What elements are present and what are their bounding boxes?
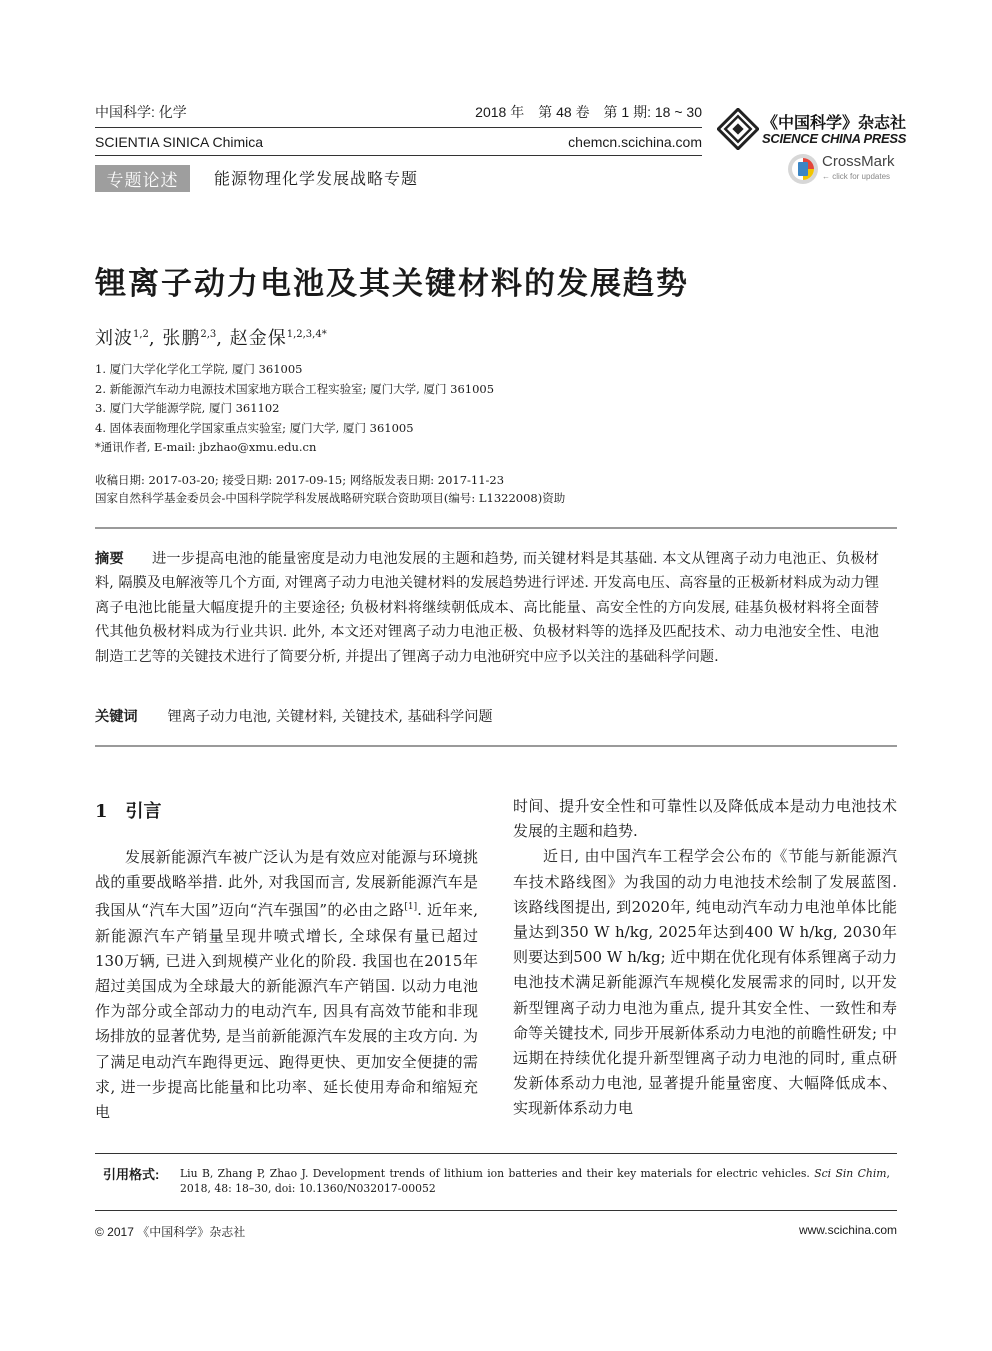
journal-name-cn: 中国科学: 化学 <box>95 104 187 120</box>
author-name: 张鹏 <box>162 328 201 349</box>
body-paragraph <box>95 845 478 1125</box>
author-name: 刘波 <box>95 328 133 349</box>
article-title: 锂离子动力电池及其关键材料的发展趋势 <box>95 266 689 302</box>
keywords <box>95 706 493 726</box>
affiliation-item: 3. 厦门大学能源学院, 厦门 361102 <box>95 401 280 416</box>
citation-label: 引用格式: <box>103 1167 160 1182</box>
publisher-name-en: SCIENCE CHINA PRESS <box>762 131 907 146</box>
abstract-label: 摘要 <box>95 551 124 567</box>
paragraph-text: 发展新能源汽车被广泛认为是有效应对能源与环境挑战的重要战略举措. 此外, 对我国而言, 发展新能源汽车是我国从“汽车大国”迈向“汽车强国”的必由之路 <box>95 848 478 920</box>
keywords-text: 锂离子动力电池, 关键材料, 关键技术, 基础科学问题 <box>167 709 493 725</box>
author-affil-sup: 1,2,3,4* <box>286 329 327 340</box>
corresponding-author: *通讯作者, E-mail: jbzhao@xmu.edu.cn <box>95 440 317 455</box>
abstract-text: 进一步提高电池的能量密度是动力电池发展的主题和趋势, 而关键材料是其基础. 本文从锂离子动力电池正、负极材料, 隔膜及电解液等几个方面, 对锂离子动力电池关键材料的发展趋势进行评述. 开发高电压、高容量的正极新材料成为动力锂离子电池比能量大幅度提升的主要途径; 负极材料将继续朝低成本、高比能量、高安全性的方向发展, 硅基负极材料将全面替代其他负极材料成为行业共识. 此外, 本文还对锂离子动力电池正极、负极材料等的选择及匹配技术、动力电池安全性、电池制造工艺等的关键技术进行了简要分析, 并提出了锂离子动力电池研究中应予以关注的基础科学问题. <box>95 551 879 665</box>
section-title: 引言 <box>125 801 162 822</box>
section-number: 1 <box>95 801 108 822</box>
running-header-en <box>95 134 702 150</box>
section-heading <box>95 797 162 823</box>
abstract-bottom-rule <box>95 745 897 747</box>
citation-box <box>95 1153 897 1211</box>
header-rule-2 <box>95 155 702 156</box>
author-list: 刘波$^{1,2}$, 张鹏$^{2,3}$, 赵金保$^{1,2,3,4*}$ <box>95 328 327 349</box>
body-column-right <box>513 794 897 1122</box>
abstract-top-rule <box>95 527 897 529</box>
journal-url[interactable]: chemcn.scichina.com <box>568 134 702 150</box>
body-paragraph: 时间、提升安全性和可靠性以及降低成本是动力电池技术发展的主题和趋势. <box>513 797 897 841</box>
funding-note: 国家自然科学基金委员会-中国科学院学科发展战略研究联合资助项目(编号: L1322008)资助 <box>95 491 566 505</box>
running-header <box>95 102 702 122</box>
citation-text <box>180 1166 890 1196</box>
body-column-left <box>95 845 478 1125</box>
citation-journal: Sci Sin Chim <box>814 1167 887 1180</box>
author-affil-sup: 2,3 <box>200 329 217 340</box>
author-name: 赵金保 <box>229 328 287 349</box>
crossmark-title[interactable]: CrossMark <box>822 153 895 170</box>
affiliations <box>95 360 494 458</box>
affiliation-item: 2. 新能源汽车动力电源技术国家地方联合工程实验室; 厦门大学, 厦门 361005 <box>95 381 495 396</box>
issue-info: 2018 年 第 48 卷 第 1 期: 18 ~ 30 <box>475 104 702 120</box>
article-dates-block <box>95 471 565 507</box>
affiliation-item: 4. 固体表面物理化学国家重点实验室; 厦门大学, 厦门 361005 <box>95 420 414 435</box>
header-rule <box>95 127 702 128</box>
article-dates: 收稿日期: 2017-03-20; 接受日期: 2017-09-15; 网络版发表日期: 2017-11-23 <box>95 473 505 487</box>
journal-name-en: SCIENTIA SINICA Chimica <box>95 134 264 150</box>
affiliation-item: 1. 厦门大学化学化工学院, 厦门 361005 <box>95 362 303 376</box>
category-topic: 能源物理化学发展战略专题 <box>214 171 419 188</box>
category-badge: 专题论述 <box>95 165 190 192</box>
paragraph-text: . 近年来, 新能源汽车产销量呈现井喷式增长, 全球保有量已超过130万辆, 已进入到规模产业化的阶段. 我国也在2015年超过美国成为全球最大的新能源汽车产销国. 以动力电池作为部分或全部动力的电动汽车, 因具有高效节能和非现场排放的显著优势, 是当前新能源汽车发展的主攻方向. 为了满足电动汽车跑得更远、跑得更快、更加安全便捷的需求, 进一步提高比能量和比功率、延长使用寿命和缩短充电 <box>95 901 478 1122</box>
citation-text-a: Liu B, Zhang P, Zhao J. Development trends of lithium ion batteries and their key materials for electric vehicles. <box>180 1167 815 1180</box>
author-affil-sup: 1,2 <box>133 329 149 340</box>
crossmark-icon[interactable] <box>787 153 819 185</box>
footer-site-link[interactable]: www.scichina.com <box>798 1223 897 1237</box>
copyright: © 2017 《中国科学》杂志社 <box>95 1225 246 1239</box>
crossmark-subtitle[interactable]: ← click for updates <box>822 172 891 181</box>
body-paragraph: 近日, 由中国汽车工程学会公布的《节能与新能源汽车技术路线图》为我国的动力电池技术绘制了发展蓝图. 该路线图提出, 到2020年, 纯电动汽车动力电池单体比能量达到350 W h/kg, 2025年达到400 W h/kg, 2030年则要达到500 W h/kg; 近中期在优化现有体系锂离子动力电池技术满足新能源汽车规模化发展需求的同时, 以开发新型锂离子动力电池为重点, 提升其安全性、一致性和寿命等关键技术, 同步开展新体系动力电池的前瞻性研发; 中远期在持续优化提升新型锂离子动力电池的同时, 重点研发新体系动力电池, 显著提升能量密度、大幅降低成本、实现新体系动力电 <box>513 847 897 1118</box>
keywords-label: 关键词 <box>95 709 138 725</box>
abstract <box>95 547 879 669</box>
citation-ref[interactable]: [1] <box>404 902 418 913</box>
citation-text-b: , 2018, 48: 18–30, doi: 10.1360/N032017-00052 <box>180 1167 890 1195</box>
science-china-press-logo-icon <box>717 108 759 150</box>
publisher-name: 《中国科学》杂志社 <box>762 115 907 132</box>
